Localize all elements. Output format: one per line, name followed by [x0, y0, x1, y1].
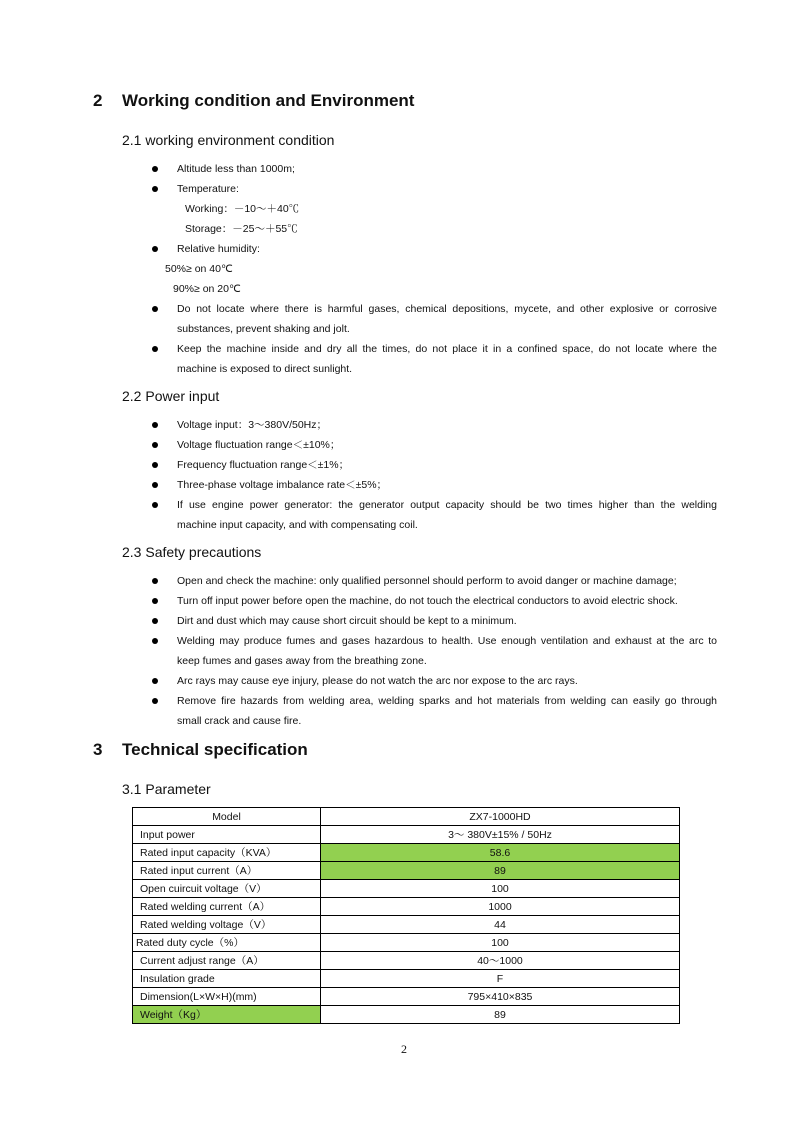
param-value: 89 [321, 1006, 680, 1024]
table-row [133, 988, 680, 1006]
table-row [133, 898, 680, 916]
bullet-icon [152, 678, 158, 684]
list-item: Three-phase voltage imbalance rate＜±5%； [177, 479, 388, 491]
table-row [133, 826, 680, 844]
param-name: Open cuircuit voltage（V） [133, 880, 321, 898]
list-item: Turn off input power before open the machine, do not touch the electrical conductors to avoid electric shock. [177, 595, 678, 607]
list-item: Arc rays may cause eye injury, please do not watch the arc nor expose to the arc rays. [177, 675, 578, 687]
list-item: Relative humidity: [177, 243, 260, 255]
bullet-icon [152, 442, 158, 448]
bullet-icon [152, 618, 158, 624]
bullet-icon [152, 578, 158, 584]
list-item: If use engine power generator: the generator output capacity should be two times higher than the welding [177, 499, 717, 511]
table-row [133, 952, 680, 970]
list-item-continuation: machine is exposed to direct sunlight. [177, 363, 353, 375]
subsection-heading: 3.1 Parameter [122, 781, 211, 797]
bullet-icon [152, 346, 158, 352]
section-number: 2 [93, 91, 103, 110]
list-item: Voltage fluctuation range＜±10%； [177, 439, 341, 451]
subsection-heading: 2.1 working environment condition [122, 132, 335, 148]
table-row [133, 862, 680, 880]
section-heading: Working condition and Environment [122, 91, 415, 110]
list-item: Temperature: [177, 183, 239, 195]
bullet-icon [152, 698, 158, 704]
bullet-icon [152, 166, 158, 172]
param-value: 58.6 [321, 844, 680, 862]
list-item-continuation: small crack and cause fire. [177, 715, 302, 727]
param-value: 44 [321, 916, 680, 934]
table-header-cell: ZX7-1000HD [321, 808, 680, 826]
param-value: 100 [321, 934, 680, 952]
param-value: F [321, 970, 680, 988]
param-name: Rated welding current（A） [133, 898, 321, 916]
bullet-icon [152, 422, 158, 428]
param-value: 100 [321, 880, 680, 898]
subsection-heading: 2.3 Safety precautions [122, 544, 262, 560]
page-number: 2 [401, 1042, 407, 1056]
bullet-icon [152, 246, 158, 252]
param-name: Rated input current（A） [133, 862, 321, 880]
list-item: Open and check the machine: only qualified personnel should perform to avoid danger or machine damage; [177, 575, 677, 587]
bullet-icon [152, 482, 158, 488]
bullet-icon [152, 502, 158, 508]
table-header-cell: Model [133, 808, 321, 826]
bullet-icon [152, 186, 158, 192]
list-subitem: Working：－10～＋40℃ [185, 203, 300, 215]
param-name: Input power [133, 826, 321, 844]
list-item: Do not locate where there is harmful gases, chemical depositions, mycete, and other explosive or corrosive [177, 303, 717, 315]
list-item: Voltage input：3～380V/50Hz； [177, 419, 328, 431]
list-item: Dirt and dust which may cause short circuit should be kept to a minimum. [177, 615, 517, 627]
table-row [133, 1006, 680, 1024]
param-name: Weight（Kg） [133, 1006, 321, 1024]
list-item: Altitude less than 1000m; [177, 163, 295, 175]
param-value: 89 [321, 862, 680, 880]
section-heading: Technical specification [122, 740, 308, 759]
list-item: Keep the machine inside and dry all the times, do not place it in a confined space, do not locate where the [177, 343, 717, 355]
list-item-continuation: keep fumes and gases away from the breathing zone. [177, 655, 427, 667]
section-number: 3 [93, 740, 103, 759]
param-name: Current adjust range（A） [133, 952, 321, 970]
bullet-icon [152, 462, 158, 468]
param-value: 40～1000 [321, 952, 680, 970]
list-item-continuation: machine input capacity, and with compensating coil. [177, 519, 418, 531]
list-subitem: Storage：－25～＋55℃ [185, 223, 298, 235]
table-row [133, 934, 680, 952]
bullet-icon [152, 638, 158, 644]
table-row [133, 808, 680, 826]
param-value: 795×410×835 [321, 988, 680, 1006]
list-item: Welding may produce fumes and gases hazardous to health. Use enough ventilation and exhaust at the arc to [177, 635, 717, 647]
param-name: Dimension(L×W×H)(mm) [133, 988, 321, 1006]
table-row [133, 880, 680, 898]
bullet-icon [152, 306, 158, 312]
list-item: Remove fire hazards from welding area, welding sparks and hot materials from welding can easily go through [177, 695, 717, 707]
param-value: 3～ 380V±15% / 50Hz [321, 826, 680, 844]
list-item: Frequency fluctuation range＜±1%； [177, 459, 350, 471]
table-row [133, 916, 680, 934]
param-name: Rated duty cycle（%） [133, 934, 321, 952]
param-value: 1000 [321, 898, 680, 916]
table-row [133, 844, 680, 862]
list-subitem: 50%≥ on 40℃ [165, 263, 233, 275]
param-name: Insulation grade [133, 970, 321, 988]
parameter-table [132, 807, 680, 1024]
param-name: Rated input capacity（KVA） [133, 844, 321, 862]
subsection-heading: 2.2 Power input [122, 388, 220, 404]
param-name: Rated welding voltage（V） [133, 916, 321, 934]
list-item-continuation: substances, prevent shaking and jolt. [177, 323, 350, 335]
list-subitem: 90%≥ on 20℃ [173, 283, 241, 295]
table-row [133, 970, 680, 988]
bullet-icon [152, 598, 158, 604]
